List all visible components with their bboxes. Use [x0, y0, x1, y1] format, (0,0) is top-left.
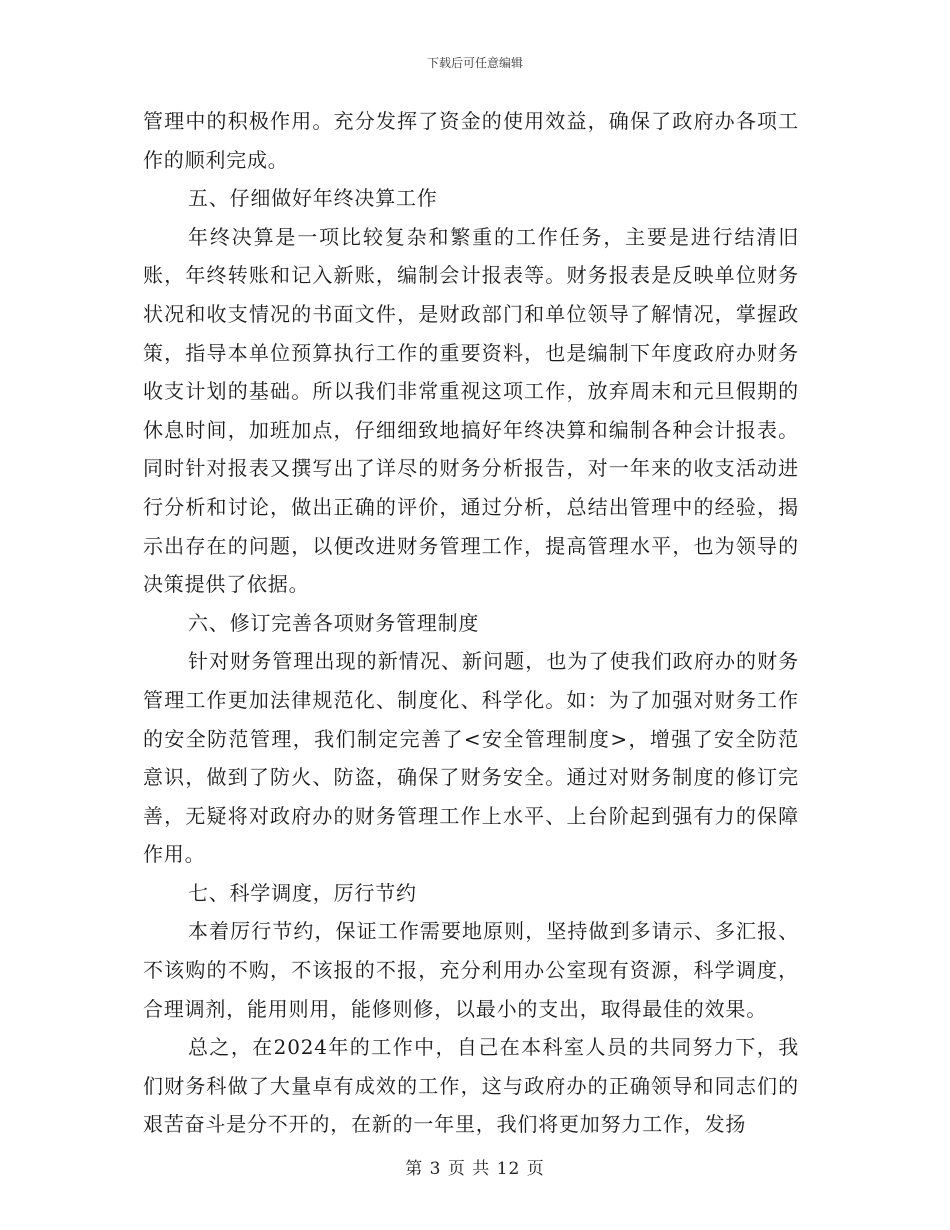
document-body [143, 102, 799, 1144]
paragraph-summary: 总之，在2024年的工作中，自己在本科室人员的共同努力下，我们财务科做了大量卓有成效的工作，这与政府办的正确领导和同志们的艰苦奋斗是分不开的，在新的一年里，我们将更加努力工作，发扬 [143, 1035, 799, 1137]
paragraph-management-system: 针对财务管理出现的新情况、新问题，也为了使我们政府办的财务管理工作更加法律规范化、制度化、科学化。如：为了加强对财务工作的安全防范管理，我们制定完善了<安全管理制度>，增强了安全防范意识，做到了防火、防盗，确保了财务安全。通过对财务制度的修订完善，无疑将对政府办的财务管理工作上水平、上台阶起到强有力的保障作用。 [143, 649, 799, 867]
section-heading-6: 六、修订完善各项财务管理制度 [188, 610, 480, 635]
page-number: 第 3 页 共 12 页 [405, 1159, 545, 1179]
page-header-note: 下载后可任意编辑 [426, 56, 523, 70]
paragraph-year-end-settlement: 年终决算是一项比较复杂和繁重的工作任务，主要是进行结清旧账，年终转账和记入新账，编制会计报表等。财务报表是反映单位财务状况和收支情况的书面文件，是财政部门和单位领导了解情况，掌握政策，指导本单位预算执行工作的重要资料，也是编制下年度政府办财务收支计划的基础。所以我们非常重视这项工作，放弃周末和元旦假期的休息时间，加班加点，仔细细致地搞好年终决算和编制各种会计报表。同时针对报表又撰写出了详尽的财务分析报告，对一年来的收支活动进行分析和讨论，做出正确的评价，通过分析，总结出管理中的经验，揭示出存在的问题，以便改进财务管理工作，提高管理水平，也为领导的决策提供了依据。 [143, 224, 799, 597]
section-heading-5: 五、仔细做好年终决算工作 [188, 186, 438, 211]
paragraph-economy: 本着厉行节约，保证工作需要地原则，坚持做到多请示、多汇报、不该购的不购，不该报的不报，充分利用办公室现有资源，科学调度，合理调剂，能用则用，能修则修，以最小的支出，取得最佳的效果。 [143, 919, 799, 1021]
section-heading-7: 七、科学调度，厉行节约 [188, 880, 417, 905]
paragraph-continuation: 管理中的积极作用。充分发挥了资金的使用效益，确保了政府办各项工作的顺利完成。 [143, 109, 799, 172]
